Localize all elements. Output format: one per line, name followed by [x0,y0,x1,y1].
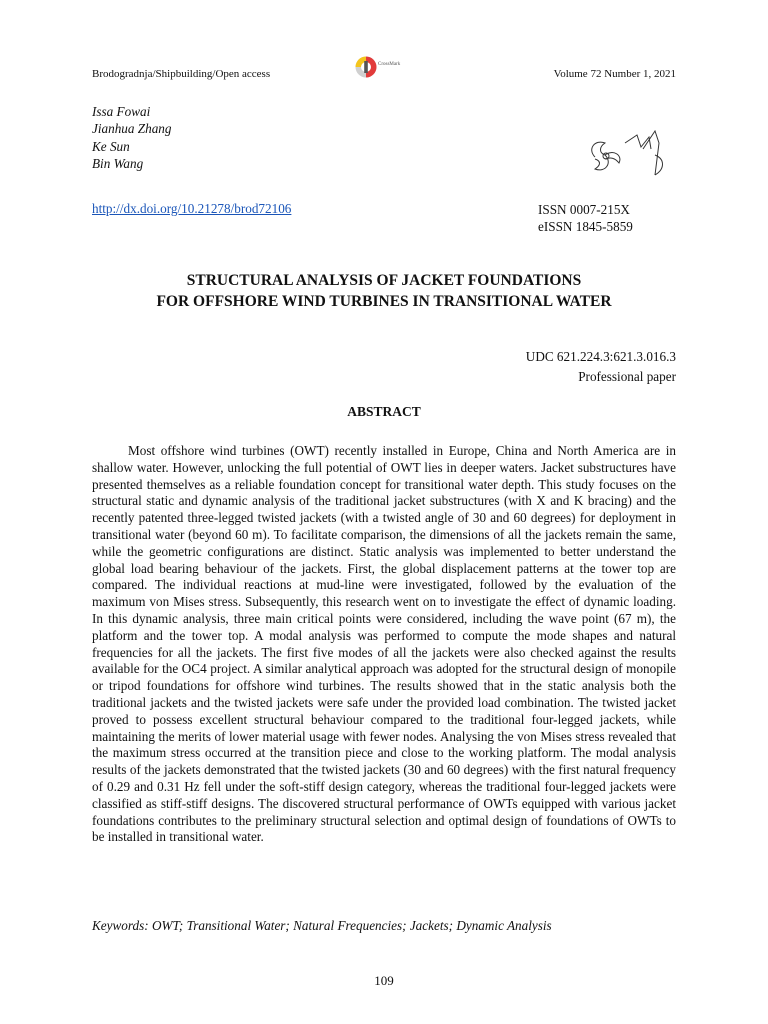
keywords: Keywords: OWT; Transitional Water; Natural Frequencies; Jackets; Dynamic Analysis [92,918,552,933]
page-number: 109 [374,973,394,988]
classification-block [526,347,676,387]
journal-name: Brodogradnja/Shipbuilding/Open access [92,68,271,80]
author-name: Issa Fowai [92,104,151,119]
udc-code: UDC 621.224.3:621.3.016.3 [525,349,676,364]
issn-block [538,201,633,235]
journal-logo [585,127,671,179]
issn-print: ISSN 0007-215X [538,202,630,217]
author-name: Ke Sun [92,138,130,154]
volume-info: Volume 72 Number 1, 2021 [553,68,676,80]
author-name: Jianhua Zhang [92,121,172,137]
crossmark-badge[interactable] [355,56,401,78]
author-name: Bin Wang [92,155,144,171]
crossmark-label: CrossMark [378,62,401,67]
abstract-body [92,443,676,846]
paper-title [0,270,768,312]
paper-type: Professional paper [578,369,676,384]
doi-link[interactable]: http://dx.doi.org/10.21278/brod72106 [92,201,292,216]
author-list [92,103,172,172]
crossmark-icon [355,56,377,78]
issn-electronic: eISSN 1845-5859 [538,219,633,234]
abstract-heading: ABSTRACT [347,404,421,419]
title-line: STRUCTURAL ANALYSIS OF JACKET FOUNDATIONS [186,272,582,289]
title-line: FOR OFFSHORE WIND TURBINES IN TRANSITIONAL WATER [156,293,612,310]
abstract-text: Most offshore wind turbines (OWT) recently installed in Europe, China and North America are in shallow water. However, unlocking the full potential of OWT lies in deeper waters. Jacket substructures have presented themselves as a reliable foundation concept for transitional water depth. This study focuses on the structural static and dynamic analysis of the traditional jacket substructures (with X and K bracing) and the recently patented three-legged twisted jackets (with a twisted angle of 30 and 60 degrees) for deployment in transitional water (beyond 60 m). To facilitate comparison, the dimensions of all the jackets remain the same, while the geometric configurations are distinct. Static analysis was implemented to better understand the global load bearing behaviour of the jackets. First, the global displacement patterns at the tower top are compared. The individual reactions at mud-line were investigated, followed by the evaluation of the maximum von Mises stress. Subsequently, this research went on to investigate the effect of dynamic loading. In this dynamic analysis, three main critical points were considered, including the wave point (67 m), the platform and the tower top. A modal analysis was performed to compute the mode shapes and natural frequencies for all the jackets. The first five modes of all the jackets were also checked against the results available for the OC4 project. A similar analytical approach was adopted for the structural design of monopile or tripod foundations for offshore wind turbines. The results showed that in the static analysis both the traditional jackets and the twisted jackets were safe under the provided load combination. The twisted jacket proved to possess excellent structural behaviour compared to the traditional four-legged jackets, while maintaining the merits of lower material usage with fewer nodes. Analysing the von Mises stress revealed that the maximum stress occurred at the transition piece and close to the working platform. The modal analysis results of the jackets demonstrated that the twisted jackets (30 and 60 degrees) with the first natural frequency of 0.29 and 0.31 Hz fell under the soft-stiff design category, whereas the traditional four-legged jackets were classified as stiff-stiff designs. The discovered structural performance of OWTs equipped with various jacket foundations contributes to the preliminary structural selection and optimal design of foundations of OWTs to be installed in transitional water. [92,443,676,845]
